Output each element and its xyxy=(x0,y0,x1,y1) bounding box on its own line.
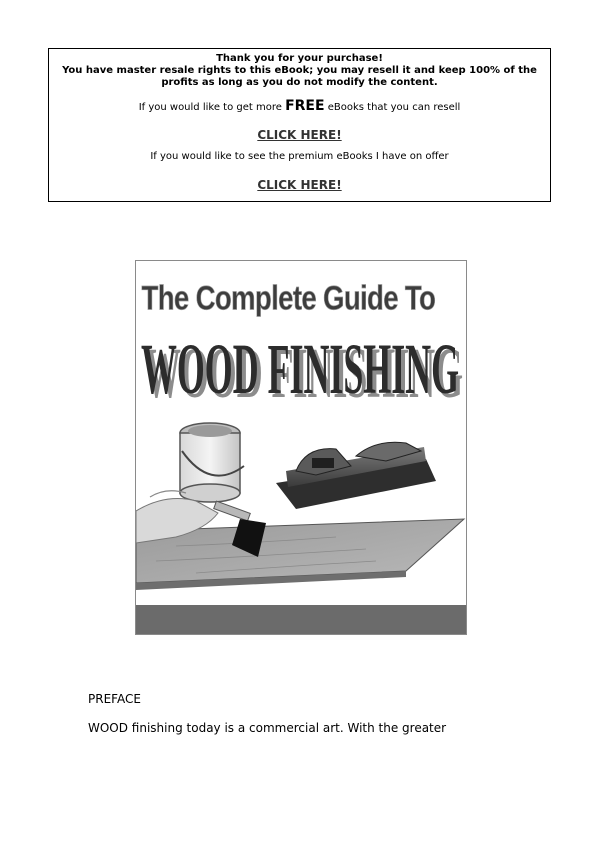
click-here-premium-link[interactable]: CLICK HERE! xyxy=(257,178,342,192)
premium-ebooks-line: If you would like to see the premium eBooks I have on offer xyxy=(150,151,449,162)
click-here-free-link[interactable]: CLICK HERE! xyxy=(257,128,342,142)
free-ebooks-line xyxy=(49,98,550,114)
resale-notice-box xyxy=(48,48,551,202)
thank-you-line: Thank you for your purchase! xyxy=(216,53,383,64)
cover-title-main-shadow: WOOD FINISHING xyxy=(145,333,463,413)
free-word: FREE xyxy=(285,98,325,114)
free-ebooks-suffix: eBooks that you can resell xyxy=(324,102,461,113)
cover-title-top: The Complete Guide To xyxy=(141,278,436,318)
book-cover-image xyxy=(135,260,467,635)
cover-title-main: WOOD FINISHING xyxy=(141,329,459,409)
paint-can-illustration xyxy=(180,423,244,502)
resale-rights-line-2: profits as long as you do not modify the content. xyxy=(161,77,438,88)
cover-bottom-band xyxy=(136,605,466,634)
cover-artwork xyxy=(136,261,466,634)
resale-rights-line: You have master resale rights to this eBook; you may resell it and keep 100% of the xyxy=(62,65,537,76)
hand-plane-illustration xyxy=(276,442,436,509)
preface-heading: PREFACE xyxy=(88,692,141,706)
preface-paragraph: WOOD finishing today is a commercial art. With the greater xyxy=(88,721,447,735)
free-ebooks-prefix: If you would like to get more xyxy=(138,102,286,113)
